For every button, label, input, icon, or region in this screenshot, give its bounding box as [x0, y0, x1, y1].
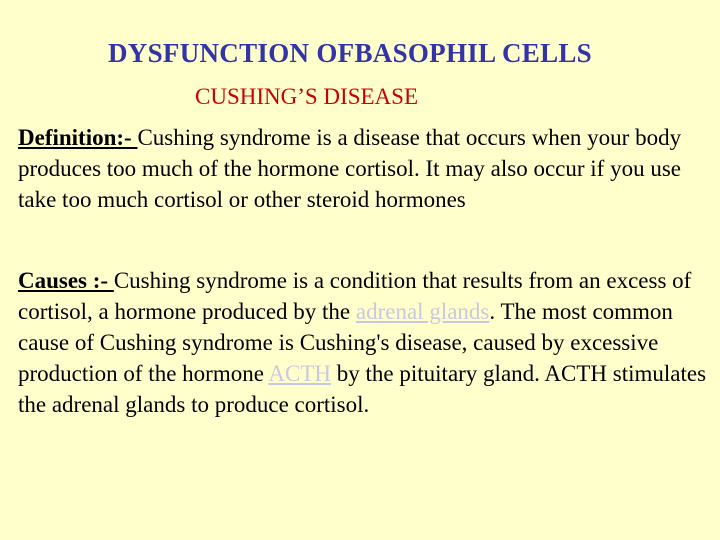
slide-subtitle: CUSHING’S DISEASE [195, 84, 418, 109]
causes-text-1: Cushing syndrome is a condition that results from an excess of cortisol, a hormone produced by the [18, 268, 692, 324]
acth-link[interactable]: ACTH [268, 361, 332, 386]
causes-paragraph [18, 265, 718, 420]
slide-title: DYSFUNCTION OFBASOPHIL CELLS [108, 38, 592, 68]
causes-text-2: . The most common cause of Cushing syndrome is Cushing's disease, caused by excessive production of the hormone [18, 299, 673, 386]
definition-label: Definition:- [18, 125, 138, 150]
definition-text: Cushing syndrome is a disease that occurs when your body produces too much of the hormone cortisol. It may also occur if you use take too much cortisol or other steroid hormones [18, 125, 682, 212]
adrenal-glands-link[interactable]: adrenal glands [355, 299, 490, 324]
definition-paragraph [18, 122, 718, 215]
causes-text-3: by the pituitary gland. ACTH stimulates the adrenal glands to produce cortisol. [18, 361, 707, 417]
causes-label: Causes :- [18, 268, 114, 293]
